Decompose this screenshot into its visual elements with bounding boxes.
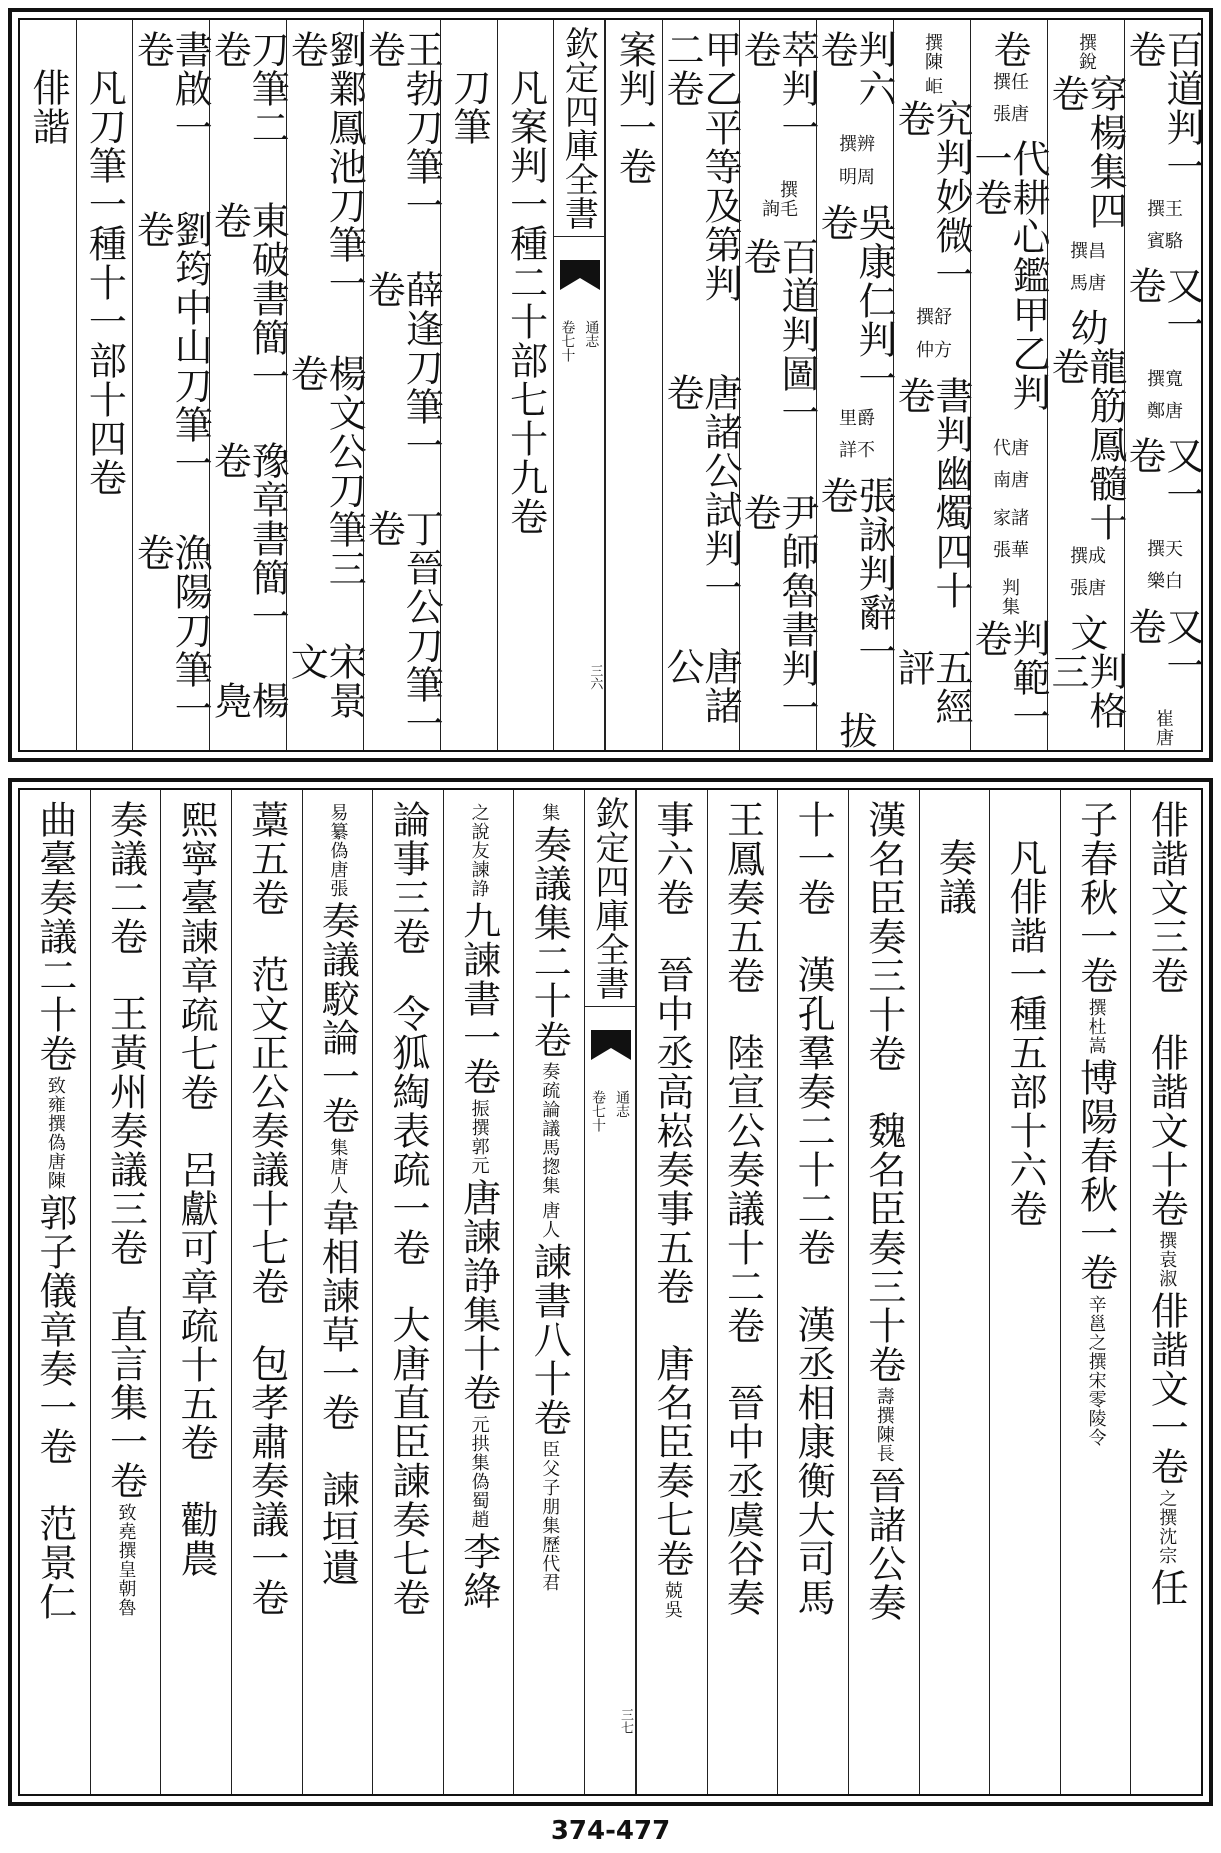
text-column	[1122, 20, 1204, 750]
annotation-note: 毛詢 撰	[759, 179, 798, 218]
text-column	[160, 790, 231, 1794]
main-text: 唐諫諍集十卷	[456, 1178, 501, 1412]
annotation-note: 友諫諍 之說	[468, 803, 490, 898]
main-text: 唐諸公試判一卷	[660, 372, 742, 607]
annotation-note: 陳長 壽撰	[873, 1387, 895, 1463]
annotation-note: 集 判	[999, 577, 1020, 616]
main-text: 五經評	[891, 647, 973, 726]
text-column	[777, 790, 848, 1794]
main-text: 熙寧臺諫章疏七卷	[174, 800, 219, 1112]
main-text: 凡案判一種二十部七十九卷	[503, 68, 548, 536]
main-text: 王勃刀筆一卷	[361, 30, 444, 225]
annotation-note: 唐張 任撰	[990, 72, 1029, 123]
main-text: 勸農	[174, 1500, 219, 1578]
annotation-note: 郭元 振撰	[468, 1099, 490, 1175]
fish-tail-mark-icon	[560, 260, 600, 308]
main-text: 究判妙微一卷	[891, 99, 973, 294]
main-text: 俳諧	[25, 68, 70, 146]
text-column	[361, 20, 444, 750]
leaf-number: 三六	[587, 664, 603, 690]
annotation-note: 不詳 爵里	[836, 407, 875, 460]
text-column	[130, 20, 213, 750]
main-text: 漁陽刀筆一卷	[130, 533, 213, 729]
main-text: 任	[1144, 1568, 1189, 1607]
annotation-note: 唐馬 昌撰	[1067, 240, 1106, 292]
annotation-note: 周明 辨撰	[836, 134, 875, 186]
main-text: 案判一卷	[612, 30, 657, 186]
text-column	[302, 790, 373, 1794]
bottom-page	[8, 778, 1213, 1806]
main-text: 薛逢刀筆一卷	[361, 269, 444, 465]
text-column	[76, 20, 133, 750]
text-column	[989, 790, 1060, 1794]
center-fold-strip	[553, 20, 605, 750]
main-text: 唐名臣奏七卷	[649, 1344, 694, 1578]
main-text: 李絳	[456, 1532, 501, 1610]
annotation-note: 唐張 成撰	[1067, 545, 1106, 597]
top-page	[8, 8, 1213, 762]
main-text: 諫垣遺	[315, 1470, 360, 1587]
main-text: 王黃州奏議三卷	[103, 994, 148, 1267]
main-text: 又一卷	[1122, 606, 1204, 685]
main-text: 刀筆	[447, 68, 492, 146]
text-column	[207, 20, 290, 750]
main-text: 文	[1064, 612, 1108, 652]
volume-note: 通志 卷七十	[590, 1090, 630, 1132]
annotation-note: 集歷代君 臣父子朋	[539, 1440, 561, 1592]
annotation-note: 白樂 天撰	[1144, 538, 1183, 591]
annotation-note: 駱賓 王撰	[1144, 198, 1183, 251]
text-column	[636, 790, 707, 1794]
main-text: 晉中丞虞谷奏	[720, 1383, 765, 1617]
main-text: 奏議二卷	[103, 800, 148, 956]
annotation-note: 唐 崔	[1153, 709, 1174, 748]
book-title: 欽定四庫全書	[554, 26, 604, 237]
text-column	[1045, 20, 1127, 750]
text-column	[440, 20, 497, 750]
text-column	[1060, 790, 1131, 1794]
main-text: 刀筆二卷	[207, 30, 290, 147]
annotation-note: 唐鄭 寬撰	[1144, 368, 1183, 421]
main-text: 俳諧文一卷	[1144, 1291, 1189, 1486]
main-text: 奏議	[932, 838, 977, 916]
text-column	[284, 20, 367, 750]
main-text: 萃判一卷	[737, 30, 819, 147]
annotation-note: 馬揔集 奏疏論議	[539, 1062, 561, 1195]
annotation-note: 袁淑 撰	[1156, 1231, 1178, 1288]
main-text: 包孝肅奏議一卷	[244, 1344, 289, 1617]
main-text: 漢名臣奏三十卷	[861, 800, 906, 1073]
main-text: 漢丞相康衡大司馬	[791, 1305, 836, 1617]
main-text: 奏議駮論一卷	[315, 901, 360, 1135]
text-column	[513, 790, 584, 1794]
main-text: 尹師魯書判一卷	[737, 492, 819, 727]
main-text: 呂獻可章疏十五卷	[174, 1150, 219, 1462]
main-text: 漢孔羣奏二十二卷	[791, 955, 836, 1267]
annotation-note: 沈宗 之撰	[1156, 1489, 1178, 1565]
annotation-note: 偽蜀趙 元拱集	[468, 1415, 490, 1529]
text-column	[605, 20, 662, 750]
main-text: 拔	[833, 711, 877, 751]
main-text: 事六卷	[649, 800, 694, 917]
book-title: 欽定四庫全書	[585, 796, 635, 1007]
main-text: 魏名臣奏三十卷	[861, 1111, 906, 1384]
main-text: 晉諸公奏	[861, 1466, 906, 1622]
main-text: 吳康仁判一卷	[814, 202, 896, 398]
annotation-note: 吳 兢	[661, 1581, 683, 1619]
main-text: 判六卷	[814, 30, 896, 108]
annotation-note: 唐南 唐代	[990, 437, 1029, 489]
volume-note: 通志 卷七十	[559, 320, 600, 362]
annotation-note: 集	[539, 803, 561, 822]
text-column	[919, 790, 990, 1794]
text-column	[707, 790, 778, 1794]
annotation-note: 皇朝魯 致堯撰	[115, 1503, 137, 1617]
main-text: 博陽春秋一卷	[1073, 1058, 1118, 1292]
fish-tail-mark-icon	[591, 1030, 631, 1078]
main-text: 宋景文	[284, 641, 367, 720]
annotation-note: 陳 撰	[922, 33, 943, 71]
main-text: 楊鳧	[207, 681, 290, 721]
leaf-number: 三七	[618, 1708, 633, 1734]
main-text: 郭子儀章奏一卷	[32, 1193, 77, 1466]
text-column	[968, 20, 1050, 750]
main-text: 判格三	[1045, 651, 1127, 730]
main-text: 又一卷	[1122, 266, 1204, 345]
main-text: 十一卷	[791, 800, 836, 917]
text-column	[891, 20, 973, 750]
text-column	[848, 790, 919, 1794]
main-text: 俳諧文十卷	[1144, 1033, 1189, 1228]
main-text: 百道判一卷	[1122, 30, 1204, 186]
text-column	[372, 790, 443, 1794]
main-text: 范文正公奏議十七卷	[244, 955, 289, 1306]
main-text: 韋相諫草一卷	[315, 1198, 360, 1432]
main-text: 穿楊集四卷	[1045, 74, 1127, 230]
text-column	[20, 790, 90, 1794]
annotation-note: 唐人 集	[327, 1138, 349, 1195]
annotation-note: 華張 諸家	[990, 507, 1029, 559]
main-text: 范景仁	[32, 1504, 77, 1621]
main-text: 大唐直臣諫奏七卷	[385, 1305, 430, 1617]
main-text: 曲臺奏議二十卷	[32, 800, 77, 1073]
page-footer-number: 374-477	[550, 1816, 671, 1846]
main-text: 代耕心鑑甲乙判一卷	[968, 139, 1050, 412]
annotation-note: 岠	[922, 77, 943, 96]
main-text: 俳諧文三卷	[1144, 800, 1189, 995]
text-column	[20, 20, 76, 750]
main-text: 王鳳奏五卷	[720, 800, 765, 995]
main-text: 又一卷	[1122, 436, 1204, 515]
main-text: 甲乙平等及第判二卷	[660, 30, 742, 303]
text-column	[90, 790, 161, 1794]
main-text: 書啟一卷	[130, 30, 213, 147]
main-text: 百道判圖一卷	[737, 236, 819, 432]
main-text: 卷	[987, 30, 1031, 69]
main-text: 藁五卷	[244, 800, 289, 917]
main-text: 楊文公刀筆三卷	[284, 353, 367, 588]
center-fold-strip	[584, 790, 636, 1794]
main-text: 書判幽燭四十卷	[891, 375, 973, 610]
main-text: 豫章書簡一卷	[207, 441, 290, 637]
annotation-note: 方仲 舒撰	[913, 306, 952, 359]
annotation-note: 唐人	[539, 1201, 561, 1239]
text-column	[660, 20, 742, 750]
main-text: 直言集一卷	[103, 1305, 148, 1500]
main-text: 張詠判辭一卷	[814, 476, 896, 672]
main-text: 陸宣公奏議十二卷	[720, 1033, 765, 1345]
main-text: 東破書簡一卷	[207, 201, 290, 397]
main-text: 凡俳諧一種五部十六卷	[1002, 838, 1047, 1228]
main-text: 丁晉公刀筆一卷	[361, 509, 444, 744]
main-text: 劉鄴鳳池刀筆一卷	[284, 30, 367, 303]
main-text: 九諫書一卷	[456, 901, 501, 1096]
main-text: 晉中丞高崧奏事五卷	[649, 955, 694, 1306]
main-text: 凡刀筆一種十一部十四卷	[82, 68, 127, 497]
text-column	[1130, 790, 1201, 1794]
text-column	[737, 20, 819, 750]
main-text: 判範一卷	[968, 618, 1050, 736]
text-column	[497, 20, 554, 750]
main-text: 唐諸公	[660, 646, 742, 725]
annotation-note: 偽唐張 易纂	[327, 803, 349, 898]
main-text: 子春秋一卷	[1073, 800, 1118, 995]
main-text: 論事三卷	[385, 800, 430, 956]
annotation-note: 杜嵩 撰	[1085, 998, 1107, 1055]
main-text: 諫書八十卷	[527, 1242, 572, 1437]
main-text: 龍筋鳳髓十卷	[1045, 346, 1127, 542]
text-column	[443, 790, 514, 1794]
text-column	[814, 20, 896, 751]
main-text: 幼	[1064, 307, 1108, 347]
main-text: 奏議集二十卷	[527, 825, 572, 1059]
annotation-note: 偽唐陳 致雍撰	[44, 1076, 66, 1190]
annotation-note: 銳 撰	[1076, 33, 1097, 71]
text-column	[231, 790, 302, 1794]
main-text: 劉筠中山刀筆一卷	[130, 209, 213, 483]
annotation-note: 宋零陵令 辛邕之撰	[1085, 1295, 1107, 1447]
main-text: 令狐綯表疏一卷	[385, 994, 430, 1267]
